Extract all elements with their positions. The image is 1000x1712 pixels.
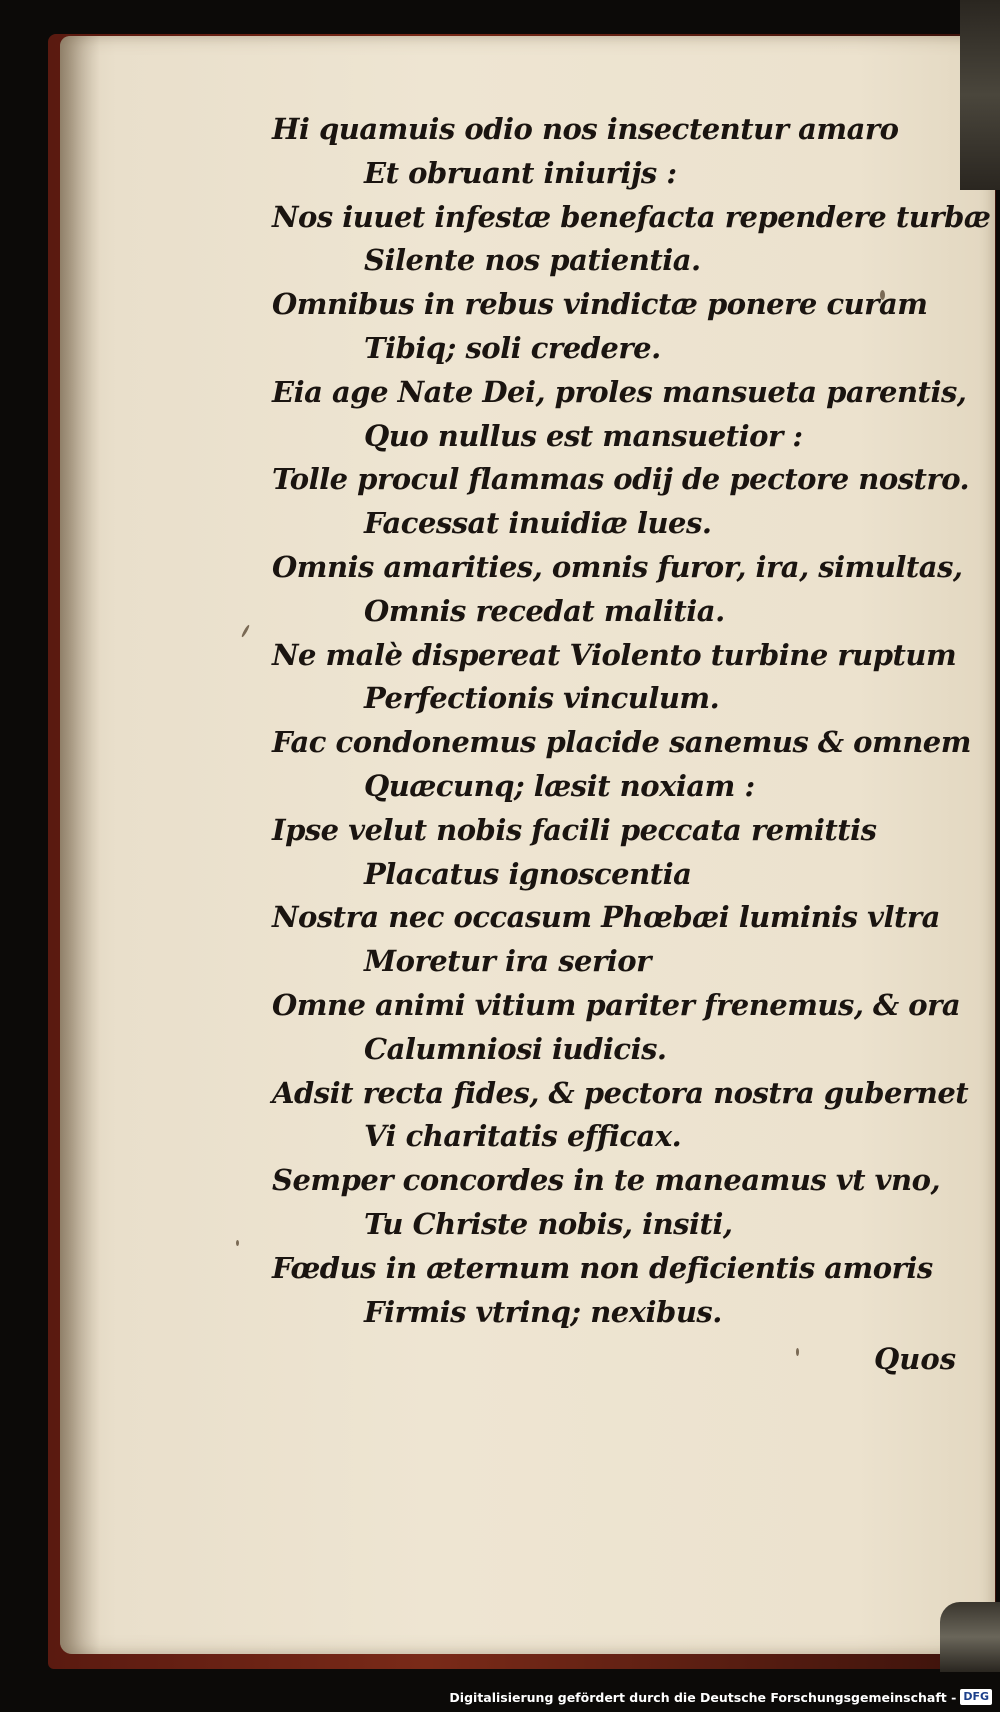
verse-line: Nos iuuet infestæ benefacta rependere turbæ [272,199,991,234]
verse-line: Ipse velut nobis facili peccata remittis [272,812,877,847]
verse-line: Eia age Nate Dei, proles mansueta parentis, [272,374,967,409]
verse-line-indented: Firmis vtrinq; nexibus. [364,1294,722,1329]
verse-line-indented: Moretur ira serior [364,944,651,979]
verse-line-indented: Quo nullus est mansuetior : [364,418,803,453]
dfg-logo: DFG [960,1689,992,1705]
gutter-shadow [60,36,100,1654]
paper-speck [241,624,251,638]
poem-text [272,108,991,1334]
verse-line-indented: Quæcunq; læsit noxiam : [364,768,755,803]
verse-line-indented: Tu Christe nobis, insiti, [364,1206,733,1241]
verse-line-indented: Et obruant iniurijs : [364,155,677,190]
paper-speck [236,1240,239,1246]
verse-line: Omne animi vitium pariter frenemus, & ora [272,987,961,1022]
verse-line: Ne malè disperеat Violento turbine ruptum [272,637,957,672]
verse-line: Adsit recta fides, & pectora nostra gubernet [272,1075,969,1110]
digitization-credit [449,1686,992,1708]
verse-line: Omnis amarities, omnis furor, ira, simultas, [272,549,963,584]
book-cushion-bottom [940,1602,1000,1672]
verse-line: Semper concordes in te maneamus vt vno, [272,1163,941,1198]
verse-line-indented: Vi charitatis efficax. [364,1119,682,1154]
verse-line: Hi quamuis odio nos insectentur amaro [272,112,899,146]
verse-line: Nostra nec occasum Phœbæi luminis vltra [272,900,940,935]
verse-line-indented: Omnis recedat malitia. [364,593,725,628]
verse-line-indented: Perfectionis vinculum. [364,681,720,716]
verse-line-indented: Calumniosi iudicis. [364,1031,667,1066]
catchword: Quos [874,1342,957,1376]
verse-line: Omnibus in rebus vindictæ ponere curam [272,287,928,322]
verse-line-indented: Placatus ignoscentia [364,856,692,891]
verse-line: Fœdus in æternum non deficientis amoris [272,1250,933,1285]
credit-text: Digitalisierung gefördert durch die Deutsche Forschungsgemeinschaft - [449,1689,957,1705]
verse-line-indented: Facessat inuidiæ lues. [364,506,712,541]
paper-speck [796,1348,799,1356]
verse-line-indented: Tibiq; soli credere. [364,330,661,365]
verse-line: Fac condonemus placide sanemus & omnem [272,725,971,760]
verse-line: Tolle procul flammas odij de pectore nostro. [272,462,970,497]
verse-line-indented: Silente nos patientia. [364,243,701,278]
